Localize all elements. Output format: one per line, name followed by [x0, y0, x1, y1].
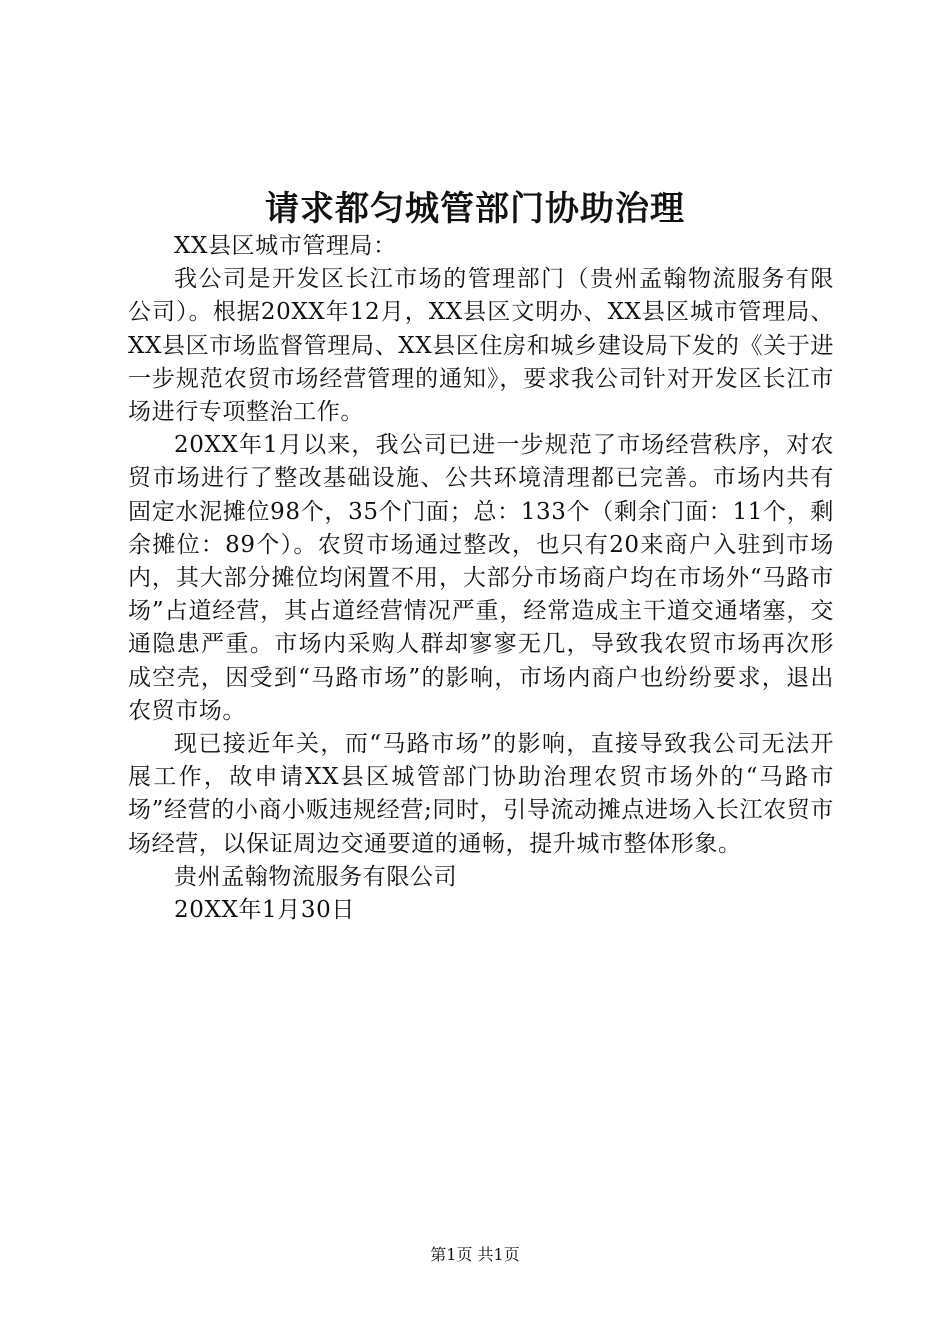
document-date: 20XX年1月30日 [174, 897, 355, 924]
document-title: 请求都匀城管部门协助治理 [265, 189, 685, 229]
paragraph: 现已接近年关，而“马路市场”的影响，直接导致我公司无法开展工作，故申请XX县区城管部门协助治理农贸市场外的“马路市场”经营的小商小贩违规经营;同时，引导流动摊点进场入长江农贸市场经营，以保证周边交通要道的通畅，提升城市整体形象。 [128, 731, 834, 857]
page-footer: 第1页 共1页 [430, 1245, 520, 1264]
paragraph: 我公司是开发区长江市场的管理部门（贵州孟翰物流服务有限公司）。根据20XX年12月，XX县区文明办、XX县区城市管理局、XX县区市场监督管理局、XX县区住房和城乡建设局下发的《关于进一步规范农贸市场经营管理的通知》，要求我公司针对开发区长江市场进行专项整治工作。 [128, 266, 834, 426]
signature: 贵州孟翰物流服务有限公司 [174, 863, 458, 890]
paragraph: 20XX年1月以来，我公司已进一步规范了市场经营秩序，对农贸市场进行了整改基础设施、公共环境清理都已完善。市场内共有固定水泥摊位98个，35个门面；总：133个（剩余门面：11个，剩余摊位：89个）。农贸市场通过整改，也只有20来商户入驻到市场内，其大部分摊位均闲置不用，大部分市场商户均在市场外“马路市场”占道经营，其占道经营情况严重，经常造成主干道交通堵塞，交通隐患严重。市场内采购人群却寥寥无几，导致我农贸市场再次形成空壳，因受到“马路市场”的影响，市场内商户也纷纷要求，退出农贸市场。 [128, 432, 834, 724]
salutation: XX县区城市管理局： [174, 233, 397, 259]
document-body [128, 230, 834, 927]
